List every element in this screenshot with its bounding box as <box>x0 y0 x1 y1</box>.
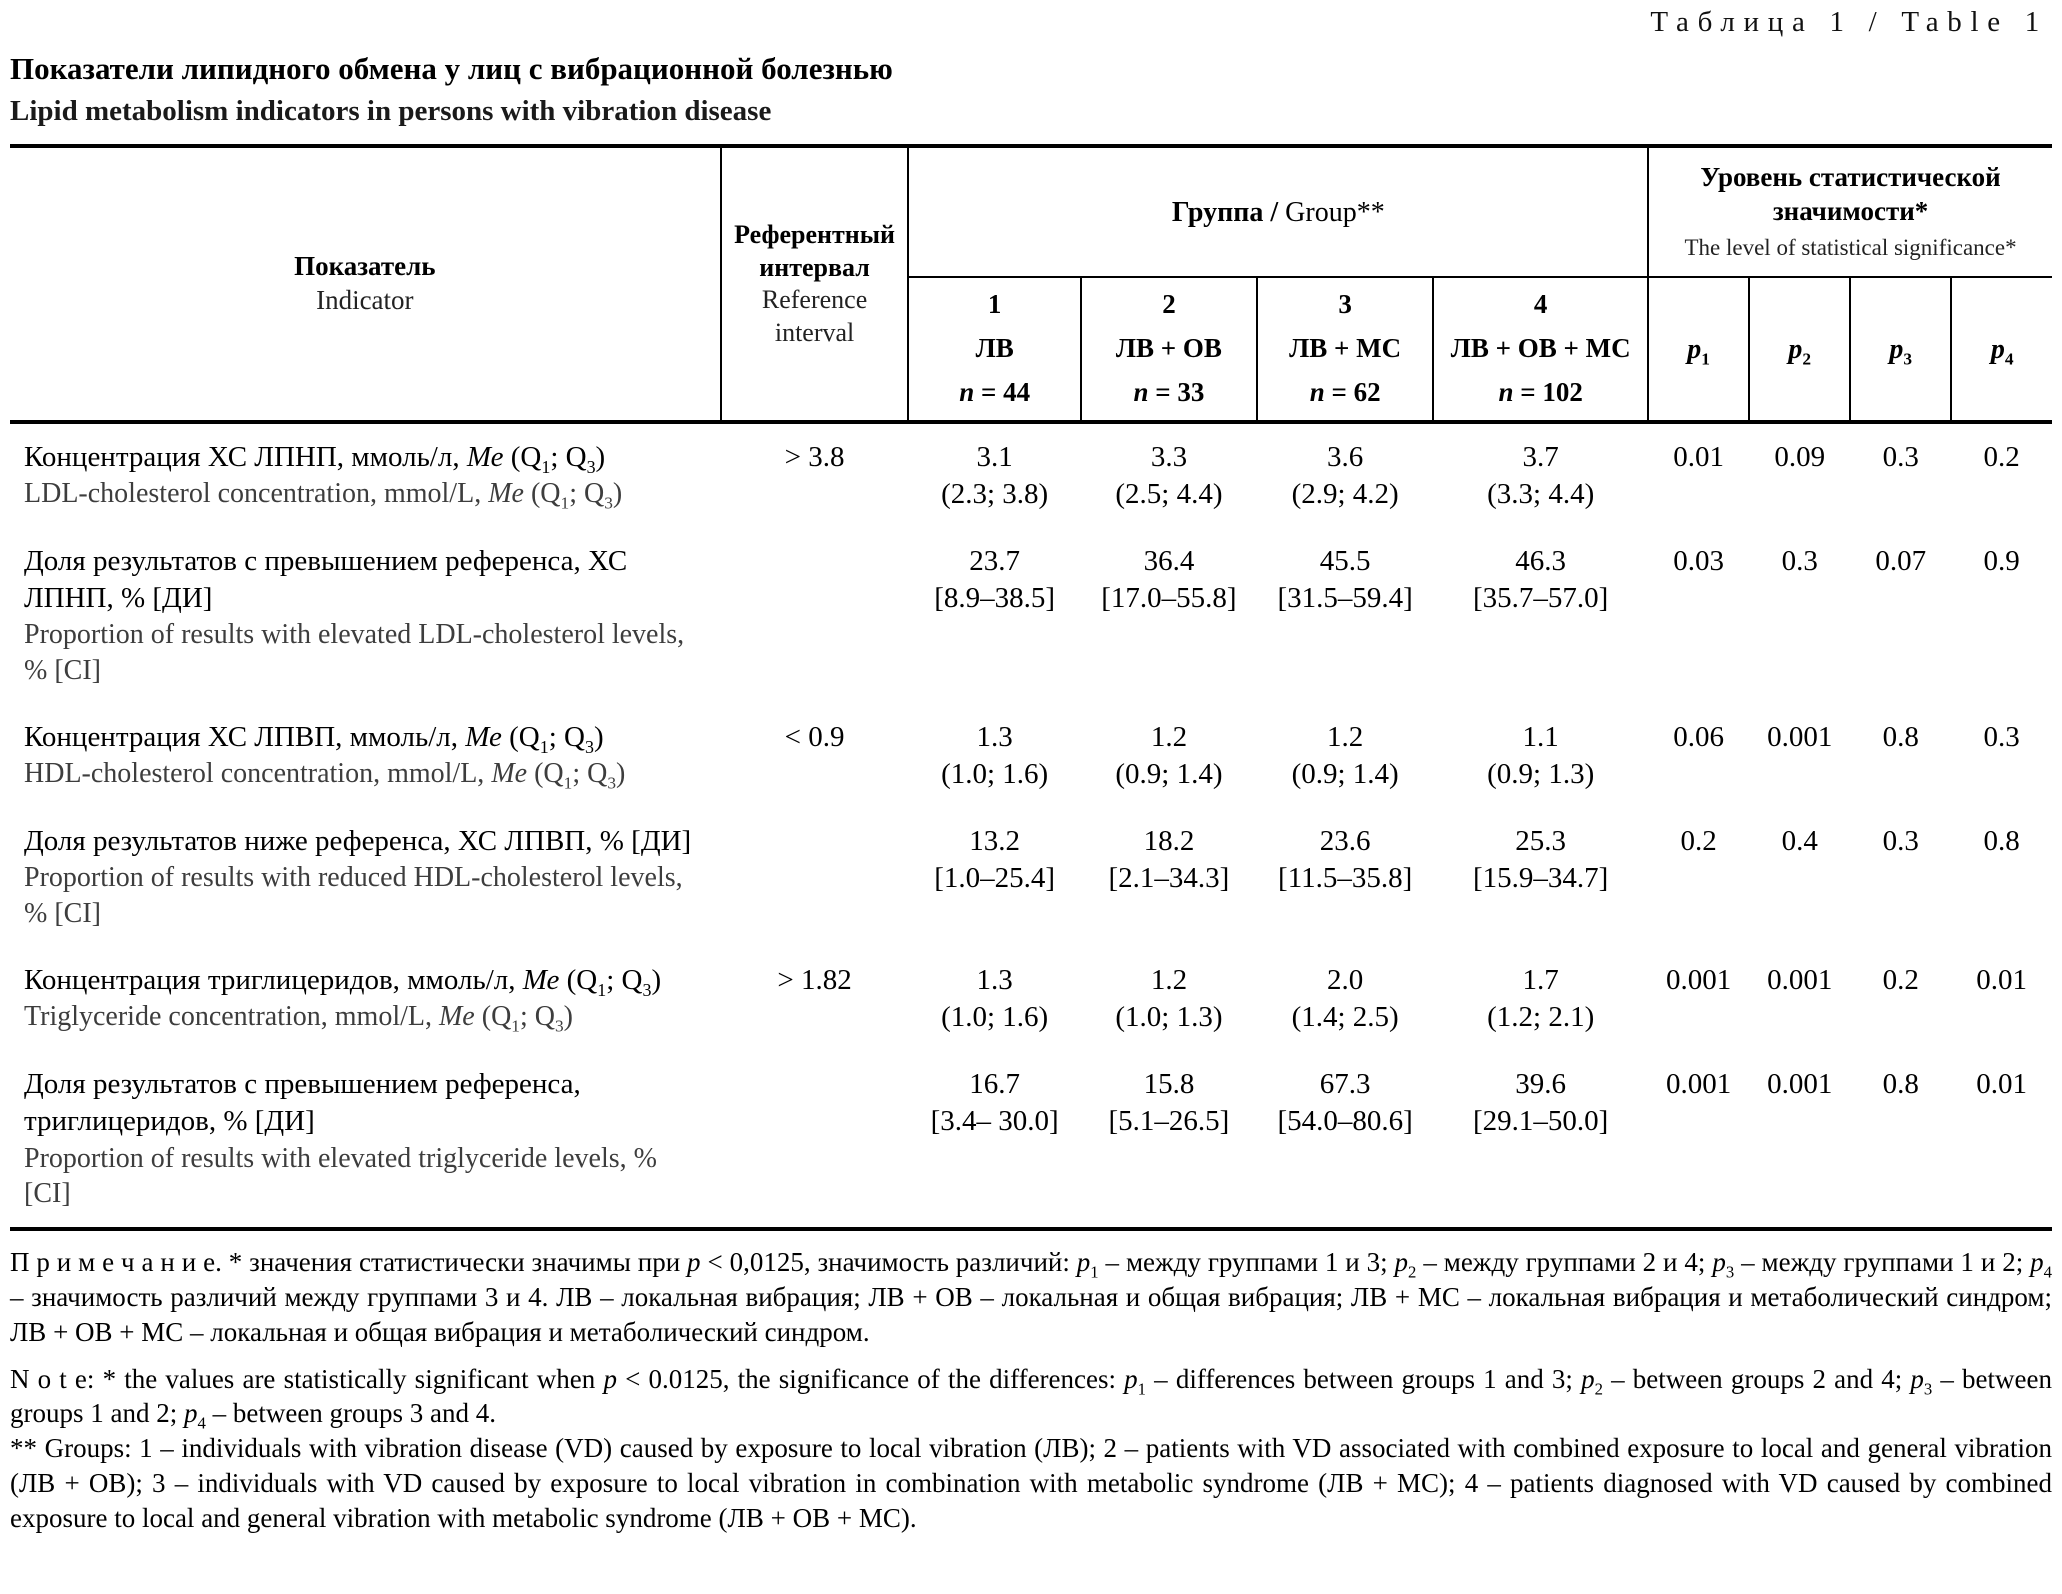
value-cell-g3 <box>1257 422 1433 528</box>
header-row-top <box>10 146 2052 277</box>
value-cell-g2 <box>1081 1051 1257 1229</box>
indicator-label-en: Triglyceride concentration, mmol/L, Me ($Q_1$; $Q_3$) <box>24 1001 573 1036</box>
group-4-number: 4 <box>1533 289 1548 320</box>
header-p4: $p_4$ <box>1951 277 2052 422</box>
value-cell-g4 <box>1433 704 1648 808</box>
value-cell-g3 <box>1257 1051 1433 1229</box>
share-value: 36.4 <box>1143 545 1195 578</box>
value-cell-g1 <box>908 1051 1080 1229</box>
reference-cell: < 0.9 <box>784 721 845 754</box>
indicator-label-en: LDL-cholesterol concentration, mmol/L, Me ($Q_1$; $Q_3$) <box>24 478 623 513</box>
header-reference-interval <box>721 146 909 422</box>
header-group-3 <box>1257 277 1433 422</box>
group-2-n: n = 33 <box>1133 376 1205 407</box>
iqr-value: (1.2; 2.1) <box>1487 1001 1595 1034</box>
p3-cell: 0.8 <box>1882 721 1919 754</box>
median-value: 1.2 <box>1150 721 1188 754</box>
share-value: 16.7 <box>969 1068 1021 1101</box>
indicator-cell <box>10 704 721 808</box>
group-3-n: n = 62 <box>1309 376 1381 407</box>
iqr-value: (1.0; 1.6) <box>941 1001 1049 1034</box>
value-cell-g2 <box>1081 808 1257 947</box>
iqr-value: (3.3; 4.4) <box>1487 478 1595 511</box>
header-p1: $p_1$ <box>1648 277 1749 422</box>
reference-cell: > 1.82 <box>777 964 852 997</box>
group-1-n: n = 44 <box>959 376 1031 407</box>
indicator-label-en: Proportion of results with reduced HDL-cholesterol levels, % [CI] <box>24 862 683 930</box>
table-row-hdl-reduced-share <box>10 808 2052 947</box>
header-reference-en: Reference interval <box>761 285 868 347</box>
header-group-1 <box>908 277 1080 422</box>
value-cell-g3 <box>1257 808 1433 947</box>
header-p3: $p_3$ <box>1850 277 1951 422</box>
table-title-ru: Показатели липидного обмена у лиц с вибрационной болезнью <box>10 51 893 86</box>
iqr-value: (0.9; 1.4) <box>1291 758 1399 791</box>
header-group-2 <box>1081 277 1257 422</box>
value-cell-g4 <box>1433 528 1648 704</box>
iqr-value: (2.9; 4.2) <box>1291 478 1399 511</box>
ci-value: [1.0–25.4] <box>934 862 1056 895</box>
p3-cell: 0.2 <box>1882 964 1919 997</box>
indicator-label-en: HDL-cholesterol concentration, mmol/L, Me ($Q_1$; $Q_3$) <box>24 758 626 793</box>
p3-cell: 0.3 <box>1882 825 1919 858</box>
indicator-label-ru: Доля результатов с превышением референса, триглицеридов, % [ДИ] <box>24 1068 581 1138</box>
group-2-number: 2 <box>1162 289 1176 320</box>
ci-value: [31.5–59.4] <box>1277 582 1413 615</box>
header-indicator-ru: Показатель <box>294 251 436 282</box>
header-group-4 <box>1433 277 1648 422</box>
ci-value: [11.5–35.8] <box>1278 862 1413 895</box>
header-indicator-en: Indicator <box>316 285 414 315</box>
reference-cell <box>721 808 909 947</box>
indicator-label-ru: Концентрация триглицеридов, ммоль/л, Ме ($Q_1$; $Q_3$) <box>24 964 662 1000</box>
p3-cell: 0.07 <box>1875 545 1927 578</box>
value-cell-g1 <box>908 528 1080 704</box>
p4-cell: 0.01 <box>1976 1068 2028 1101</box>
value-cell-g1 <box>908 704 1080 808</box>
indicator-label-ru: Концентрация ХС ЛПНП, ммоль/л, Ме ($Q_1$; $Q_3$) <box>24 441 606 477</box>
share-value: 23.6 <box>1319 825 1371 858</box>
indicator-cell <box>10 808 721 947</box>
share-value: 25.3 <box>1515 825 1567 858</box>
header-p2: $p_2$ <box>1749 277 1850 422</box>
ci-value: [8.9–38.5] <box>934 582 1056 615</box>
iqr-value: (2.5; 4.4) <box>1115 478 1223 511</box>
reference-cell: > 3.8 <box>784 441 845 473</box>
ci-value: [3.4– 30.0] <box>930 1105 1059 1138</box>
note-en: N o t e: * the values are statistically significant when p < 0.0125, the significance of the differences: $p_1$ – differences between groups 1 and 3; $p_2$ – between groups 2 and 4; $p_3$ – between groups 1 and 2; $p_4$ – between groups 3 and 4. <box>10 1363 2053 1433</box>
indicator-label-ru: Концентрация ХС ЛПВП, ммоль/л, Ме ($Q_1$; $Q_3$) <box>24 721 604 757</box>
share-value: 45.5 <box>1319 545 1371 578</box>
ci-value: [29.1–50.0] <box>1473 1105 1609 1138</box>
indicator-cell <box>10 1051 721 1229</box>
p2-cell: 0.001 <box>1767 721 1833 754</box>
ci-value: [2.1–34.3] <box>1108 862 1230 895</box>
value-cell-g3 <box>1257 528 1433 704</box>
value-cell-g2 <box>1081 947 1257 1051</box>
share-value: 67.3 <box>1319 1068 1371 1101</box>
indicator-cell <box>10 422 721 528</box>
value-cell-g1 <box>908 808 1080 947</box>
table-row-ldl-elevated-share <box>10 528 2052 704</box>
p3-cell: 0.3 <box>1882 441 1919 473</box>
median-value: 1.7 <box>1522 964 1559 997</box>
median-value: 3.6 <box>1327 441 1364 473</box>
median-value: 3.7 <box>1522 441 1559 473</box>
share-value: 18.2 <box>1143 825 1195 858</box>
ci-value: [5.1–26.5] <box>1108 1105 1230 1138</box>
p4-cell: 0.8 <box>1983 825 2020 858</box>
group-3-name: ЛВ + МС <box>1289 333 1402 364</box>
p4-cell: 0.01 <box>1976 964 2028 997</box>
ci-value: [15.9–34.7] <box>1473 862 1609 895</box>
p3-cell: 0.8 <box>1882 1068 1919 1101</box>
indicator-label-en: Proportion of results with elevated LDL-cholesterol levels, % [CI] <box>24 619 685 687</box>
reference-cell <box>721 1051 909 1229</box>
share-value: 23.7 <box>969 545 1021 578</box>
value-cell-g2 <box>1081 528 1257 704</box>
table-title-en: Lipid metabolism indicators in persons with vibration disease <box>10 95 772 127</box>
table-row-ldl-concentration <box>10 422 2052 528</box>
header-significance <box>1648 146 2052 277</box>
p2-cell: 0.001 <box>1767 1068 1833 1101</box>
iqr-value: (1.0; 1.3) <box>1115 1001 1223 1034</box>
table-row-hdl-concentration <box>10 704 2052 808</box>
p2-cell: 0.001 <box>1767 964 1833 997</box>
p1-cell: 0.03 <box>1673 545 1724 578</box>
note-ru: П р и м е ч а н и е. * значения статистически значимы при p < 0,0125, значимость различий: $p_1$ – между группами 1 и 3; $p_2$ – между группами 2 и 4; $p_3$ – между группами 1 и 2; $p_4$ – значимость различий между группами 3 и 4. ЛВ – локальная вибрация; ЛВ + ОВ – локальная и общая вибрация; ЛВ + МС – локальная вибрация и метаболический синдром; ЛВ + ОВ + МС – локальная и общая вибрация и метаболический синдром. <box>10 1247 2052 1347</box>
p2-cell: 0.4 <box>1781 825 1818 858</box>
header-significance-en: The level of statistical significance* <box>1684 235 2017 261</box>
lipid-metabolism-table <box>10 144 2052 1231</box>
median-value: 1.2 <box>1150 964 1188 997</box>
note-groups-en: ** Groups: 1 – individuals with vibration disease (VD) caused by exposure to local vibration (ЛВ); 2 – patients with VD associated with combined exposure to local and general vibration (ЛВ + ОВ); 3 – individuals with VD caused by exposure to local vibration in combination with metabolic syndrome (ЛВ + МС); 4 – patients diagnosed with VD caused by combined exposure to local and general vibration with metabolic syndrome (ЛВ + ОВ + МС). <box>10 1433 2052 1533</box>
p2-cell: 0.09 <box>1774 441 1826 473</box>
indicator-label-ru: Доля результатов ниже референса, ХС ЛПВП, % [ДИ] <box>24 825 692 858</box>
p4-cell: 0.9 <box>1983 545 2020 578</box>
table-row-triglyceride-elevated-share <box>10 1051 2052 1229</box>
p4-cell: 0.2 <box>1983 441 2020 473</box>
iqr-value: (1.4; 2.5) <box>1291 1001 1399 1034</box>
header-group: Группа / Group** <box>908 146 1648 277</box>
indicator-label-en: Proportion of results with elevated triglyceride levels, % [CI] <box>24 1142 657 1210</box>
iqr-value: (0.9; 1.4) <box>1115 758 1223 791</box>
median-value: 1.3 <box>976 721 1013 754</box>
group-4-name: ЛВ + ОВ + МС <box>1450 333 1631 364</box>
p1-cell: 0.01 <box>1673 441 1724 473</box>
share-value: 13.2 <box>969 825 1021 858</box>
p1-cell: 0.001 <box>1665 1068 1732 1101</box>
share-value: 15.8 <box>1143 1068 1195 1101</box>
p1-cell: 0.2 <box>1680 825 1717 858</box>
ci-value: [35.7–57.0] <box>1473 582 1609 615</box>
header-reference-ru: Референтный интервал <box>734 220 896 282</box>
value-cell-g4 <box>1433 947 1648 1051</box>
group-4-n: n = 102 <box>1498 376 1583 407</box>
median-value: 1.2 <box>1327 721 1364 754</box>
reference-cell <box>721 528 909 704</box>
group-1-number: 1 <box>987 289 1002 320</box>
group-2-name: ЛВ + ОВ <box>1115 333 1222 364</box>
table-row-triglyceride-concentration <box>10 947 2052 1051</box>
value-cell-g3 <box>1257 947 1433 1051</box>
median-value: 2.0 <box>1327 964 1364 997</box>
value-cell-g1 <box>908 947 1080 1051</box>
median-value: 3.3 <box>1150 441 1188 473</box>
p1-cell: 0.06 <box>1673 721 1724 754</box>
group-1-name: ЛВ <box>975 333 1014 364</box>
indicator-cell <box>10 528 721 704</box>
header-significance-ru: Уровень статистической значимости* <box>1700 161 2001 226</box>
value-cell-g2 <box>1081 422 1257 528</box>
value-cell-g1 <box>908 422 1080 528</box>
p1-cell: 0.001 <box>1665 964 1732 997</box>
iqr-value: (1.0; 1.6) <box>941 758 1049 791</box>
share-value: 39.6 <box>1515 1068 1567 1101</box>
indicator-label-ru: Доля результатов с превышением референса, ХС ЛПНП, % [ДИ] <box>24 545 628 615</box>
value-cell-g4 <box>1433 1051 1648 1229</box>
ci-value: [17.0–55.8] <box>1101 582 1237 615</box>
ci-value: [54.0–80.6] <box>1277 1105 1413 1138</box>
p2-cell: 0.3 <box>1781 545 1818 578</box>
median-value: 1.1 <box>1522 721 1559 754</box>
header-indicator <box>10 146 721 422</box>
median-value: 3.1 <box>976 441 1013 473</box>
share-value: 46.3 <box>1515 545 1567 578</box>
median-value: 1.3 <box>976 964 1013 997</box>
footnotes <box>10 1245 2052 1536</box>
p4-cell: 0.3 <box>1983 721 2020 754</box>
value-cell-g2 <box>1081 704 1257 808</box>
group-3-number: 3 <box>1338 289 1352 320</box>
value-cell-g4 <box>1433 808 1648 947</box>
iqr-value: (0.9; 1.3) <box>1487 758 1595 791</box>
value-cell-g4 <box>1433 422 1648 528</box>
iqr-value: (2.3; 3.8) <box>941 478 1049 511</box>
value-cell-g3 <box>1257 704 1433 808</box>
table-number-label: Таблица 1 / Table 1 <box>1650 6 2048 38</box>
indicator-cell <box>10 947 721 1051</box>
